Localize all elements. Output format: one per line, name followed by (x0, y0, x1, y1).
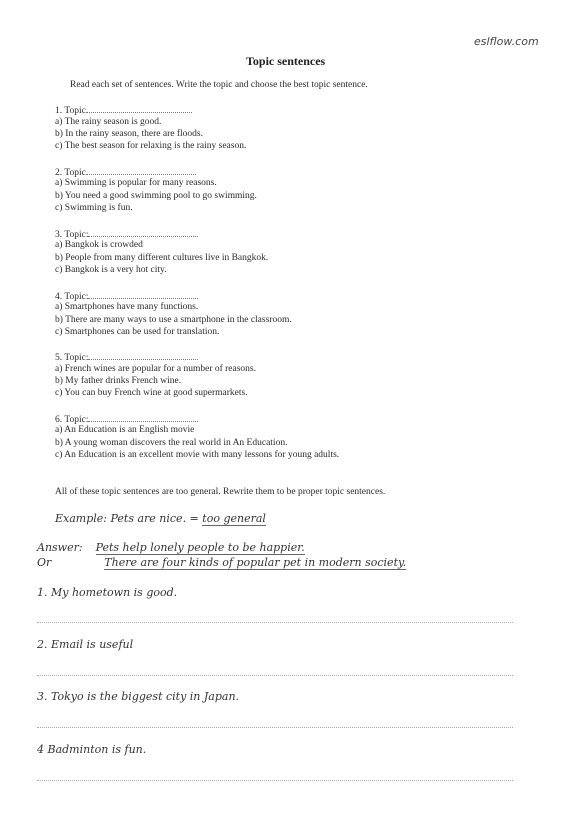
exercise-item: 3. Tokyo is the biggest city in Japan. (37, 690, 240, 703)
option-b: b) People from many different cultures live in Bangkok. (55, 253, 269, 263)
example-prefix: Example: Pets are nice. = (55, 512, 203, 525)
topic-label: 3. Topic: (55, 230, 89, 240)
topic-heading (55, 228, 198, 240)
site-name: eslflow.com (474, 35, 539, 48)
rewrite-instructions: All of these topic sentences are too general. Rewrite them to be proper topic sentences. (55, 487, 386, 497)
option-c: c) Bangkok is a very hot city. (55, 265, 167, 275)
topic-blank[interactable] (86, 104, 192, 113)
option-b: b) You need a good swimming pool to go swimming. (55, 191, 257, 201)
topic-heading (55, 351, 198, 363)
answer-label: Answer: (37, 541, 83, 554)
page-title: Topic sentences (246, 54, 326, 68)
topic-heading (55, 290, 198, 302)
topic-heading (55, 166, 196, 178)
exercise-item: 2. Email is useful (37, 638, 134, 651)
topic-blank[interactable] (88, 290, 198, 299)
answer-line-rule[interactable] (37, 780, 513, 781)
answer-line-rule[interactable] (37, 727, 513, 728)
topic-label: 4. Topic: (55, 292, 89, 302)
answer-or-line (37, 556, 406, 570)
exercise-item: 1. My hometown is good. (37, 586, 178, 599)
option-c: c) The best season for relaxing is the rainy season. (55, 141, 247, 151)
option-a: a) The rainy season is good. (55, 117, 162, 127)
topic-blank[interactable] (88, 351, 198, 360)
topic-label: 5. Topic: (55, 353, 89, 363)
topic-blank[interactable] (88, 413, 198, 422)
exercise-item: 4 Badminton is fun. (37, 743, 147, 756)
option-b: b) My father drinks French wine. (55, 376, 182, 386)
option-b: b) In the rainy season, there are floods. (55, 129, 203, 139)
answer-line-rule[interactable] (37, 622, 513, 623)
option-c: c) You can buy French wine at good supermarkets. (55, 388, 248, 398)
topic-blank[interactable] (88, 228, 198, 237)
topic-heading (55, 413, 198, 425)
option-a: a) Swimming is popular for many reasons. (55, 178, 217, 188)
topic-label: 2. Topic (55, 168, 86, 178)
or-text: There are four kinds of popular pet in modern society. (104, 556, 407, 569)
option-c: c) An Education is an excellent movie with many lessons for young adults. (55, 450, 340, 460)
answer-line-rule[interactable] (37, 675, 513, 676)
topic-blank[interactable] (86, 166, 196, 175)
answer-text: Pets help lonely people to be happier. (95, 541, 305, 554)
option-c: c) Smartphones can be used for translation. (55, 327, 220, 337)
topic-heading (55, 104, 192, 116)
example-verdict: too general (202, 512, 266, 525)
or-label: Or (37, 556, 52, 569)
option-c: c) Swimming is fun. (55, 203, 133, 213)
topic-label: 1. Topic (55, 106, 86, 116)
topic-label: 6. Topic: (55, 415, 89, 425)
example-line (55, 512, 266, 526)
option-a: a) Bangkok is crowded (55, 240, 143, 250)
answer-line (37, 541, 305, 555)
option-a: a) French wines are popular for a number of reasons. (55, 364, 257, 374)
option-a: a) Smartphones have many functions. (55, 302, 199, 312)
option-b: b) There are many ways to use a smartphone in the classroom. (55, 315, 292, 325)
instructions: Read each set of sentences. Write the topic and choose the best topic sentence. (70, 80, 368, 90)
option-a: a) An Education is an English movie (55, 425, 195, 435)
option-b: b) A young woman discovers the real world in An Education. (55, 438, 288, 448)
